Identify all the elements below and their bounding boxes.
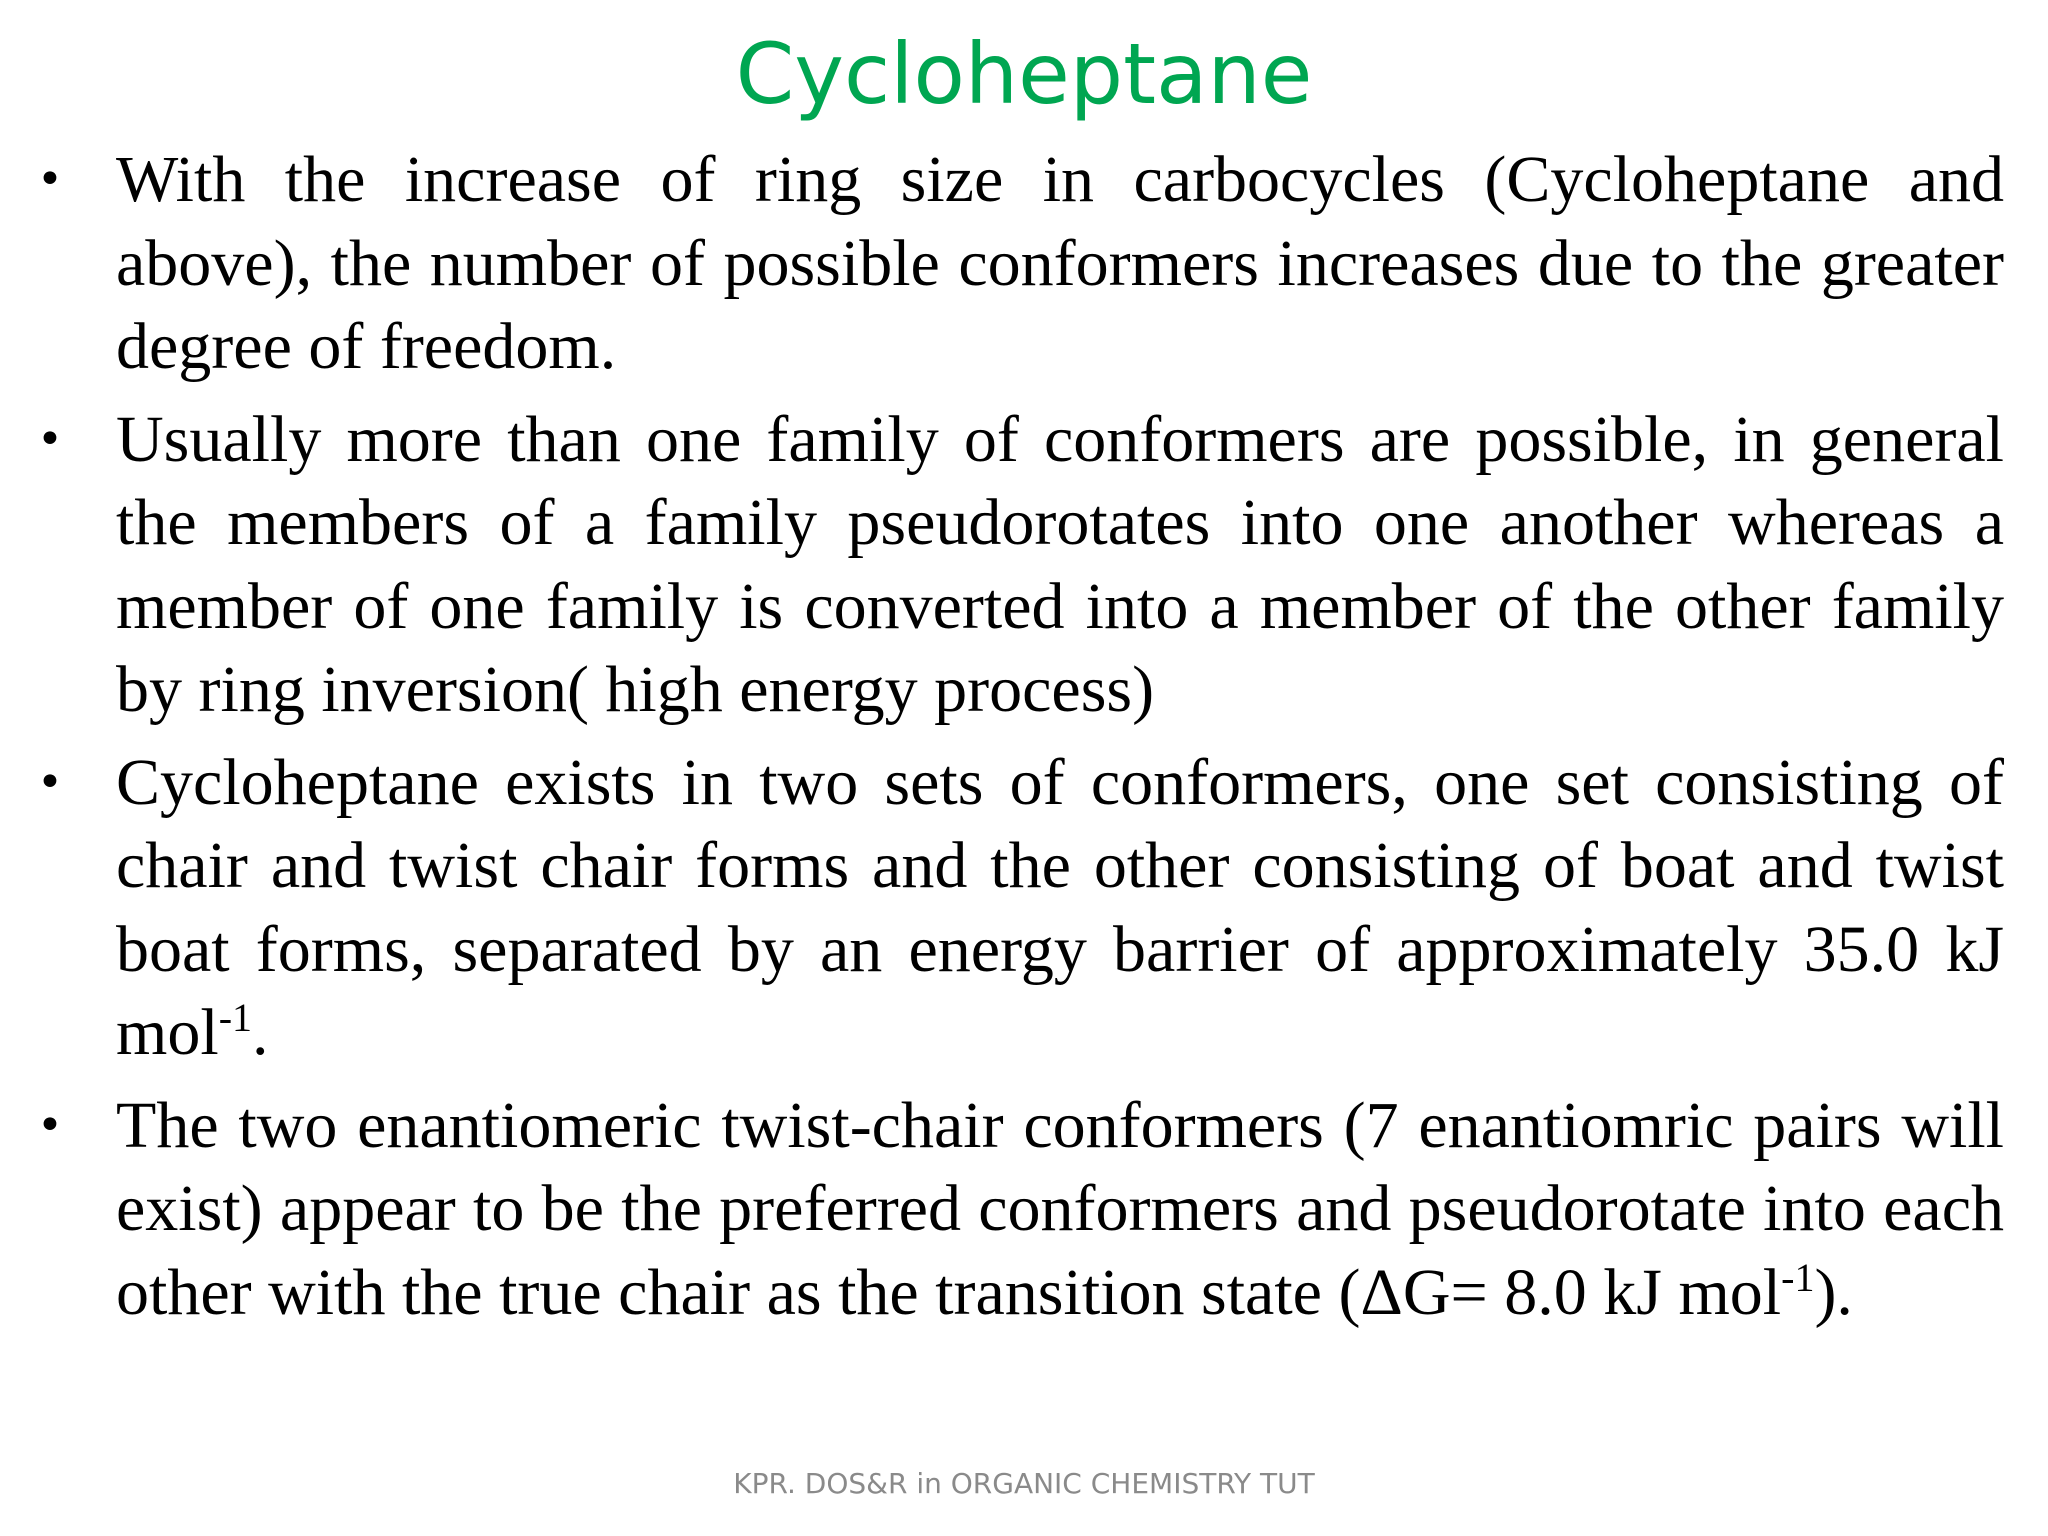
bullet-text-end: ). xyxy=(1814,1255,1853,1329)
bullet-text xyxy=(116,746,2004,1070)
bullet-point: • xyxy=(37,756,63,808)
unit-superscript: -1 xyxy=(1781,1254,1815,1300)
bullet-item xyxy=(30,398,2004,732)
bullet-point: • xyxy=(37,413,63,465)
bullet-text: Usually more than one family of conformers are possible, in general the members of a family pseudorotates into one another whereas a member of one family is converted into a member of the other family by ring inversion( high energy process) xyxy=(116,402,2004,726)
unit-superscript: -1 xyxy=(218,995,253,1040)
bullet-text-end: . xyxy=(252,996,269,1069)
bullet-list xyxy=(30,138,2004,1334)
bullet-item xyxy=(30,138,2004,389)
bullet-point: • xyxy=(37,1099,63,1151)
bullet-text-main: The two enantiomeric twist-chair conformers (7 enantiomric pairs will exist) appear to be the preferred conformers and pseudorotate into each other with the true chair as the transition state (ΔG= 8.0 kJ mol xyxy=(116,1088,2004,1329)
bullet-text xyxy=(116,1089,2004,1329)
slide-title: Cycloheptane xyxy=(735,25,1313,123)
slide-footer: KPR. DOS&R in ORGANIC CHEMISTRY TUT xyxy=(733,1467,1315,1500)
bullet-text: With the increase of ring size in carbocycles (Cycloheptane and above), the number of possible conformers increases due to the greater degree of freedom. xyxy=(116,143,2004,383)
bullet-item xyxy=(30,741,2004,1075)
bullet-item xyxy=(30,1084,2004,1335)
bullet-text-main: Cycloheptane exists in two sets of conformers, one set consisting of chair and twist chair forms and the other consisting of boat and twist boat forms, separated by an energy barrier of approximately 35.0 kJ mol xyxy=(116,745,2004,1069)
bullet-point: • xyxy=(37,154,63,205)
